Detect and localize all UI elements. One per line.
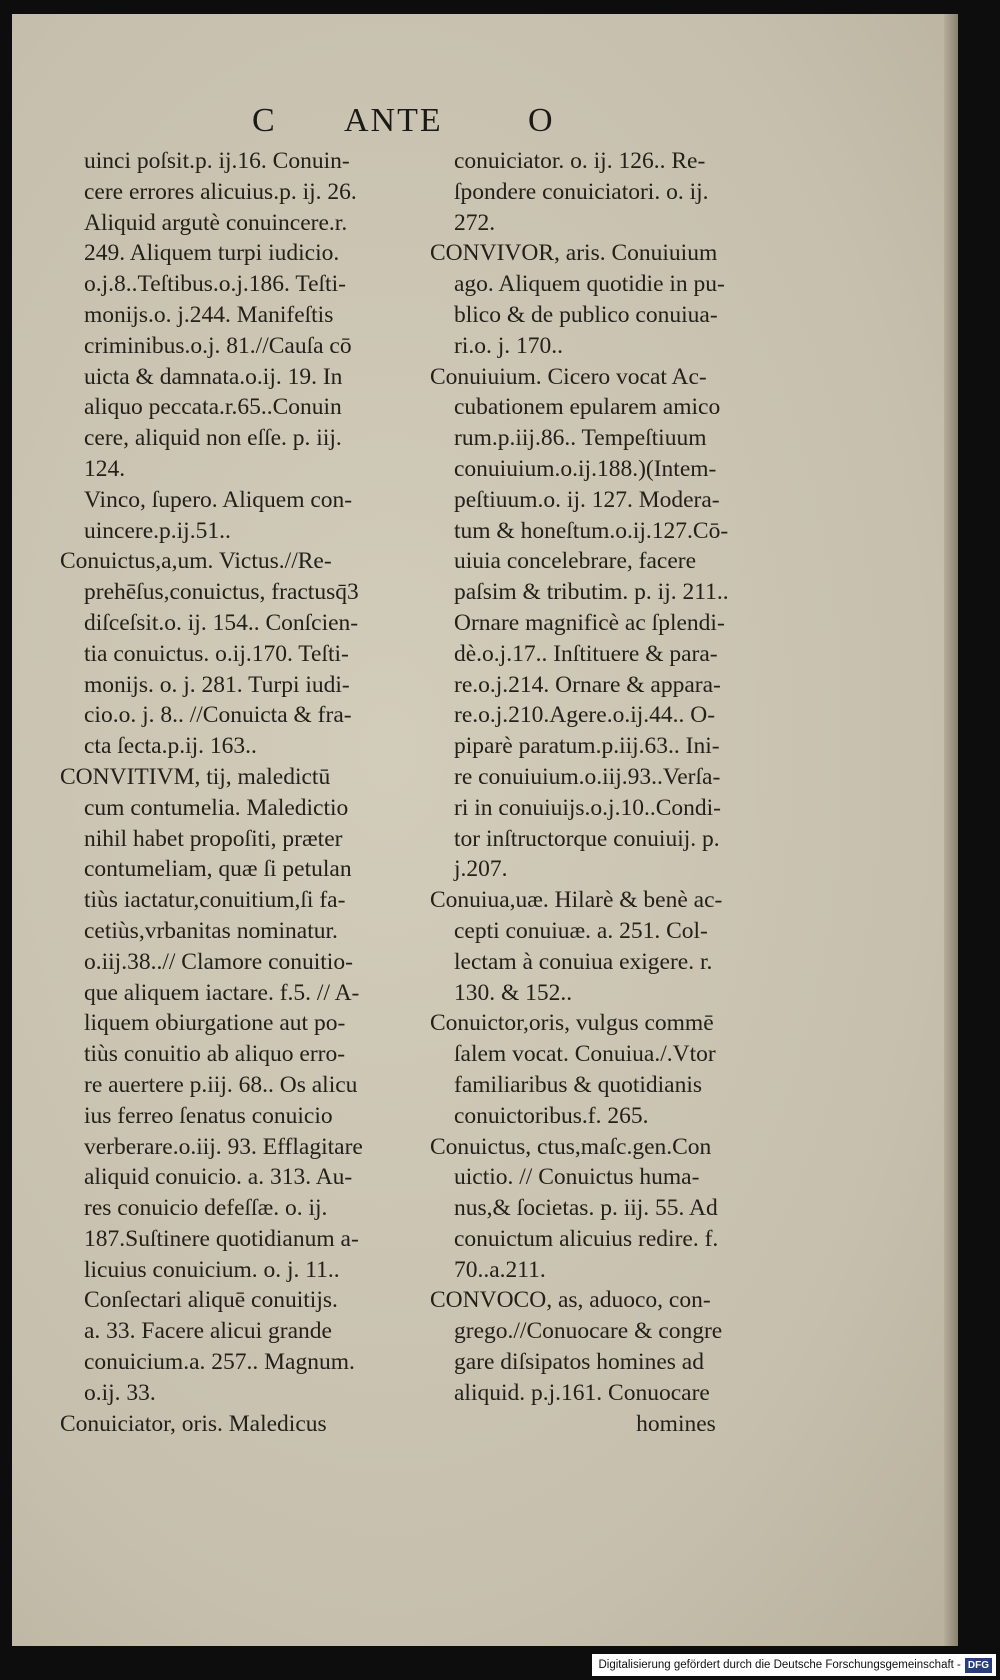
right-column [430, 146, 802, 1439]
dfg-footer [592, 1654, 996, 1676]
entry-conuiuium: Conuiuium. Cicero vocat Ac- cubationem epularem amico rum.p.iij.86.. Tempeſtiuum conuiuium.o.ij.188.)(Intem- peſtiuum.o. ij. 127. Modera- tum & honeſtum.o.ij.127.Cō- uiuia concelebrare, facere paſsim & tributim. p. ij. 211.. Ornare magnificè ac ſplendi- dè.o.j.17.. Inſtituere & para- re.o.j.214. Ornare & appara- re.o.j.210.Agere.o.ij.44.. O- piparè paratum.p.iij.63.. Ini- re conuiuium.o.iij.93..Verſa- ri in conuiuijs.o.j.10..Condi- tor inſtructorque conuiuij. p. j.207. [430, 363, 729, 883]
entry-conuictus: Conuictus,a,um. Victus.//Re- prehēſus,conuictus, fractusq̄3 diſceſsit.o. ij. 154.. Conſcien- tia conuictus. o.ij.170. Teſti- monijs. o. j. 281. Turpi iudi- cio.o. j. 8.. //Conuicta & fra- cta ſecta.p.ij. 163.. [60, 548, 359, 760]
footer-text: Digitalisierung gefördert durch die Deutsche Forschungsgemeinschaft - [598, 1659, 961, 1671]
entry-conuiuor: CONVIVOR, aris. Conuiuium ago. Aliquem quotidie in pu- blico & de publico conuiua- ri.o. j. 170.. [430, 240, 725, 359]
catchword: homines [636, 1410, 716, 1437]
header-left: C [252, 102, 277, 139]
header-center: ANTE [344, 102, 443, 139]
entry-vinco: Vinco, ſupero. Aliquem con- uincere.p.ij.51.. [84, 486, 353, 544]
entry-conuictus-masc: Conuictus, ctus,maſc.gen.Con uictio. // Conuictus huma- nus,& ſocietas. p. iij. 55. Ad conuictum alicuius redire. f. 70..a.211. [430, 1133, 719, 1283]
entry-conuitium: CONVITIVM, tij, maledictū cum contumelia. Maledictio nihil habet propoſiti, præter contumeliam, quæ ſi petulan tiùs iactatur,conuitium,ſi fa- cetiùs,vrbanitas nominatur. o.iij.38..// Clamore conuitio- que aliquem iactare. f.5. // A- liquem obiurgatione aut po- tiùs conuitio ab aliquo erro- re auertere p.iij. 68.. Os alicu ius ferreo ſenatus conuicio verberare.o.iij. 93. Efflagitare aliquid conuicio. a. 313. Au- res conuicio defeſſæ. o. ij. 187.Suſtinere quotidianum a- licuius conuicium. o. j. 11.. Conſectari aliquē conuitijs. a. 33. Facere alicui grande conuicium.a. 257.. Magnum. o.ij. 33. [60, 763, 363, 1406]
entry-conuiua: Conuiua,uæ. Hilarè & benè ac- cepti conuiuæ. a. 251. Col- lectam à conuiua exigere. r. 130. & 152.. [430, 887, 723, 1006]
running-header [252, 102, 652, 146]
page-edge [944, 14, 958, 1646]
header-right: O [528, 102, 555, 139]
entry-conuiciator: Conuiciator, oris. Maledicus [60, 1410, 327, 1437]
entry-conuiciator-cont: conuiciator. o. ij. 126.. Re- ſpondere conuiciatori. o. ij. 272. [454, 148, 709, 236]
entry-conuoco: CONVOCO, as, aduoco, con- grego.//Conuocare & congre gare diſsipatos homines ad aliquid. p.j.161. Conuocare [430, 1287, 723, 1406]
entry-convincere-cont: uinci poſsit.p. ij.16. Conuin- cere errores alicuius.p. ij. 26. Aliquid argutè conuincere.r. 249. Aliquem turpi iudicio. o.j.8..Teſtibus.o.j.186. Teſti- monijs.o. j.244. Manifeſtis criminibus.o.j. 81.//Cauſa cō uicta & damnata.o.ij. 19. In aliquo peccata.r.65..Conuin cere, aliquid non eſſe. p. iij. 124. [84, 148, 357, 482]
entry-conuictor: Conuictor,oris, vulgus commē ſalem vocat. Conuiua./.Vtor familiaribus & quotidianis conuictoribus.f. 265. [430, 1010, 716, 1129]
book-page [12, 14, 958, 1646]
left-column [60, 146, 432, 1439]
dfg-logo-icon: DFG [965, 1658, 992, 1673]
